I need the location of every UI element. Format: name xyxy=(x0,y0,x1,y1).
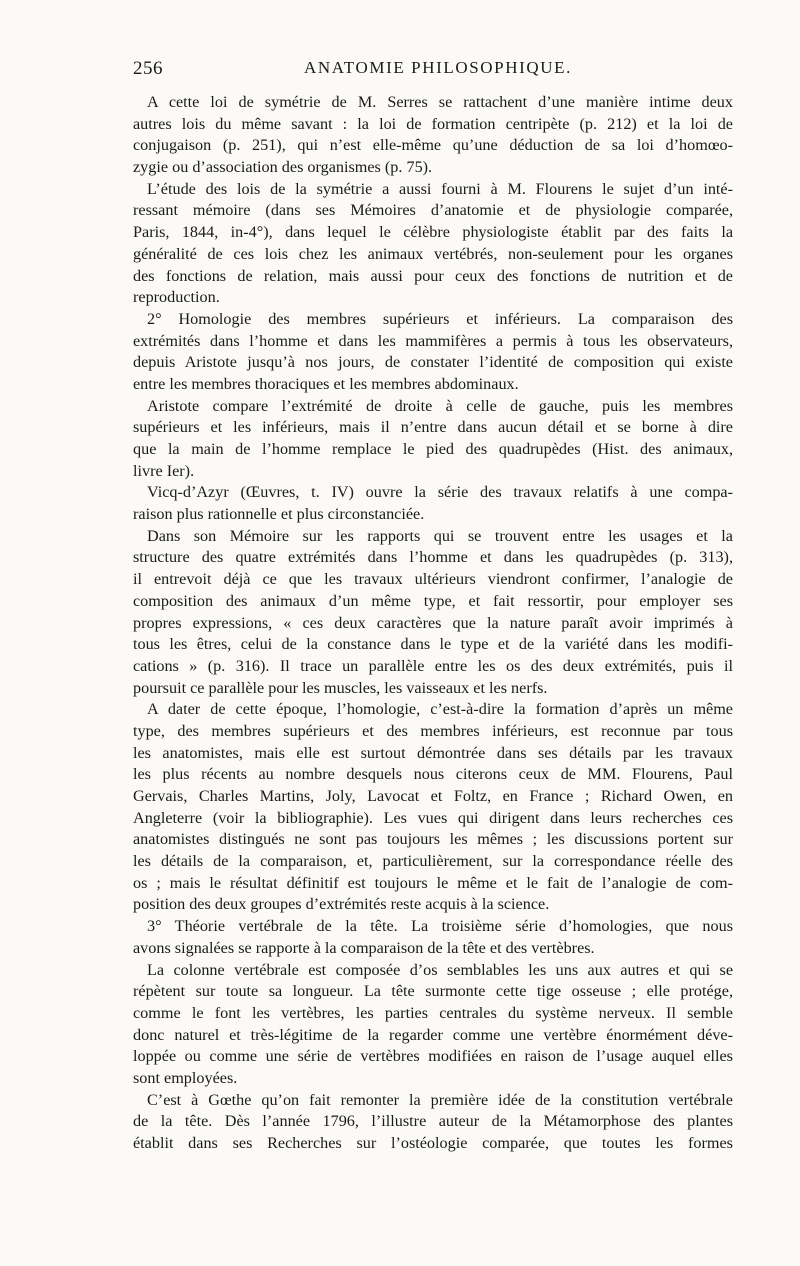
text-line: supérieurs et les inférieurs, mais il n’entre dans aucun détail et se borne à dire xyxy=(133,418,733,437)
text-line: Gervais, Charles Martins, Joly, Lavocat et Foltz, en France ; Richard Owen, en xyxy=(133,787,733,805)
text-line: livre Ier). xyxy=(133,461,195,480)
text-line: des fonctions de relation, mais aussi pour ceux des fonctions de nutrition et de xyxy=(133,266,733,285)
text-line: Angleterre (voir la bibliographie). Les vues qui dirigent dans leurs recherches ces xyxy=(133,808,733,827)
text-line: que la main de l’homme remplace le pied des quadrupèdes (Hist. des animaux, xyxy=(133,440,733,458)
text-line: raison plus rationnelle et plus circonstanciée. xyxy=(133,505,425,524)
text-line: Paris, 1844, in-4°), dans lequel le célèbre physiologiste établit par des faits la xyxy=(133,223,733,242)
text-line: extrémités dans l’homme et dans les mammifères a permis à tous les observateurs, xyxy=(133,331,733,350)
text-line: propres expressions, « ces deux caractères que la nature paraît avoir imprimés à xyxy=(133,613,733,632)
text-line: poursuit ce parallèle pour les muscles, les vaisseaux et les nerfs. xyxy=(133,678,548,697)
text-line: depuis Aristote jusqu’à nos jours, de constater l’identité de composition qui existe xyxy=(133,353,733,372)
text-line: tous les êtres, celui de la constance dans le type et de la variété dans les modifi- xyxy=(133,635,733,654)
text-line: 3° Théorie vertébrale de la tête. La troisième série d’homologies, que nous xyxy=(147,917,733,936)
text-line: les détails de la comparaison, et, particulièrement, sur la correspondance réelle des xyxy=(133,852,733,871)
page-number: 256 xyxy=(133,58,163,79)
text-line: A cette loi de symétrie de M. Serres se rattachent d’une manière intime deux xyxy=(147,93,733,111)
text-line: les plus récents au nombre desquels nous citerons ceux de MM. Flourens, Paul xyxy=(133,765,733,784)
text-line: sont employées. xyxy=(133,1068,238,1087)
text-line: il entrevoit déjà ce que les travaux ultérieurs viendront confirmer, l’analogie de xyxy=(133,570,733,589)
text-line: composition des animaux d’un même type, et fait ressortir, pour employer ses xyxy=(133,591,733,610)
text-line: C’est à Gœthe qu’on fait remonter la première idée de la constitution vertébrale xyxy=(147,1090,733,1109)
text-line: A dater de cette époque, l’homologie, c’est-à-dire la formation d’après un même xyxy=(147,700,733,719)
running-title: ANATOMIE PHILOSOPHIQUE. xyxy=(304,58,572,77)
page-header xyxy=(133,58,733,84)
text-line: Dans son Mémoire sur les rapports qui se trouvent entre les usages et la xyxy=(147,526,733,545)
text-line: L’étude des lois de la symétrie a aussi fourni à M. Flourens le sujet d’un inté- xyxy=(147,179,733,198)
text-line: cations » (p. 316). Il trace un parallèle entre les os des deux extrémités, puis il xyxy=(133,656,733,675)
text-line: zygie ou d’association des organismes (p. 75). xyxy=(133,158,433,177)
text-line: établit dans ses Recherches sur l’ostéologie comparée, que toutes les formes xyxy=(133,1134,733,1152)
text-line: les anatomistes, mais elle est surtout démontrée dans ses détails par les travaux xyxy=(133,743,733,762)
text-line: autres lois du même savant : la loi de formation centripète (p. 212) et la loi de xyxy=(133,114,733,133)
text-line: type, des membres supérieurs et des membres inférieurs, est reconnue par tous xyxy=(133,721,733,740)
text-line: de la tête. Dès l’année 1796, l’illustre auteur de la Métamorphose des plantes xyxy=(133,1112,733,1131)
body-text xyxy=(133,92,733,1155)
text-line: loppée ou comme une série de vertèbres modifiées en raison de l’usage auquel elles xyxy=(133,1047,733,1066)
text-line: Aristote compare l’extrémité de droite à celle de gauche, puis les membres xyxy=(147,396,733,415)
text-line: La colonne vertébrale est composée d’os semblables les uns aux autres et qui se xyxy=(147,960,733,979)
text-line: Vicq-d’Azyr (Œuvres, t. IV) ouvre la série des travaux relatifs à une compa- xyxy=(147,483,733,502)
text-line: généralité de ces lois chez les animaux vertébrés, non-seulement pour les organes xyxy=(133,244,733,263)
text-line: reproduction. xyxy=(133,288,220,307)
text-line: structure des quatre extrémités dans l’homme et dans les quadrupèdes (p. 313), xyxy=(133,548,733,567)
text-line: 2° Homologie des membres supérieurs et inférieurs. La comparaison des xyxy=(147,309,733,328)
text-line: avons signalées se rapporte à la comparaison de la tête et des vertèbres. xyxy=(133,938,595,957)
text-line: donc naturel et très-légitime de la regarder comme une vertèbre énormément déve- xyxy=(133,1025,733,1044)
text-line: anatomistes distingués ne sont pas toujours les mêmes ; les discussions portent sur xyxy=(133,830,733,849)
text-line: comme le font les vertèbres, les parties centrales du système nerveux. Il semble xyxy=(133,1003,733,1022)
text-line: position des deux groupes d’extrémités reste acquis à la science. xyxy=(133,895,550,914)
text-line: ressant mémoire (dans ses Mémoires d’anatomie et de physiologie comparée, xyxy=(133,201,733,220)
text-line: répètent sur toute sa longueur. La tête surmonte cette tige osseuse ; elle protége, xyxy=(133,982,733,1001)
text-line: os ; mais le résultat définitif est toujours le même et le fait de l’analogie de com- xyxy=(133,873,733,892)
text-line: entre les membres thoraciques et les membres abdominaux. xyxy=(133,374,519,393)
text-line: conjugaison (p. 251), qui n’est elle-même qu’une déduction de sa loi d’homœo- xyxy=(133,136,733,155)
